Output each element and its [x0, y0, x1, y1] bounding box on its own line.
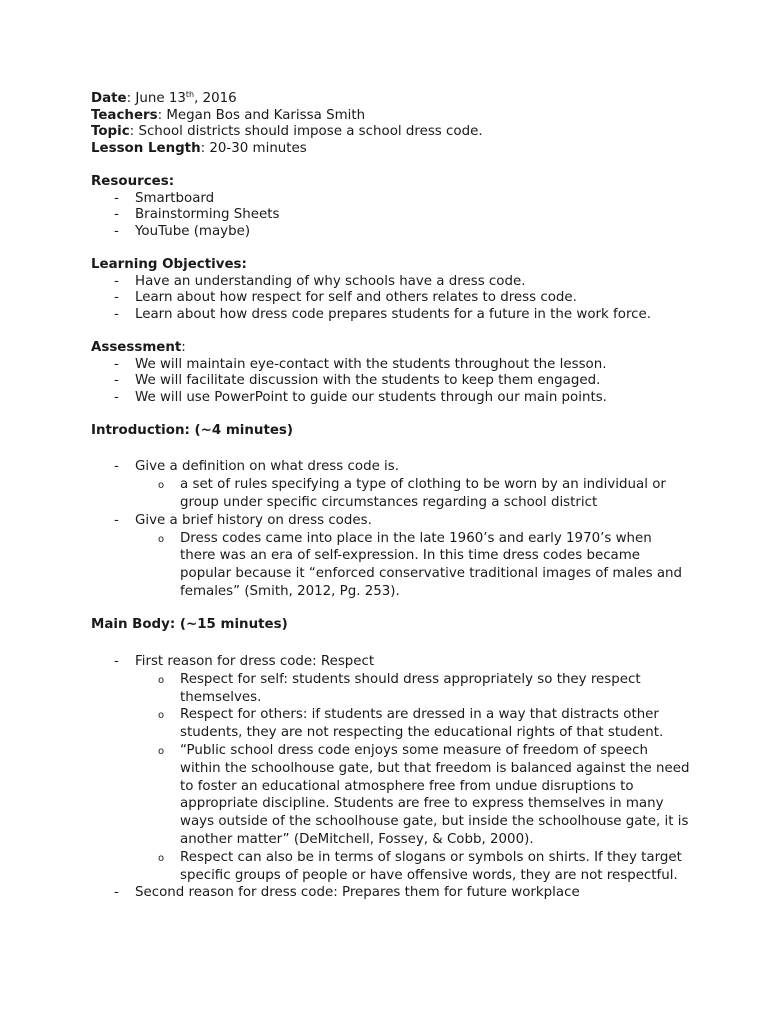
objectives-heading: Learning Objectives:: [91, 256, 247, 272]
list-item: [91, 512, 701, 601]
objective-text: Have an understanding of why schools have a dress code.: [135, 273, 526, 289]
teachers-label: Teachers: [91, 107, 158, 123]
lesson-length-line: [91, 141, 701, 158]
topic-value: : School districts should impose a school dress code.: [129, 124, 483, 140]
assessment-heading: Assessment: [91, 339, 182, 355]
introduction-list: [91, 458, 701, 600]
resource-text: YouTube (maybe): [135, 223, 251, 239]
assessment-text: We will use PowerPoint to guide our students through our main points.: [135, 389, 607, 405]
dash-bullet: -: [114, 389, 119, 405]
introduction-point: Give a brief history on dress codes.: [135, 512, 372, 528]
objectives-list: [91, 274, 701, 324]
objective-text: Learn about how respect for self and others relates to dress code.: [135, 290, 577, 306]
sub-list-item: [91, 671, 701, 707]
sub-point-text: Respect for others: if students are dressed in a way that distracts other students, they are not respecting the educational rights of that student.: [180, 707, 664, 741]
circle-bullet: o: [158, 533, 165, 545]
introduction-point: Give a definition on what dress code is.: [135, 459, 400, 475]
circle-bullet: o: [158, 852, 165, 864]
dash-bullet: -: [114, 356, 119, 372]
sub-list: [135, 671, 701, 885]
list-item: [91, 207, 701, 224]
dash-bullet: -: [114, 223, 119, 239]
date-label: Date: [91, 91, 127, 106]
assessment-heading-line: [91, 340, 701, 357]
dash-bullet: -: [114, 190, 119, 206]
sub-list-item: [91, 706, 701, 742]
list-item: [91, 290, 701, 307]
dash-bullet: -: [114, 654, 119, 670]
sub-point-text: a set of rules specifying a type of clothing to be worn by an individual or group under specific circumstances regarding a school district: [180, 477, 666, 511]
spacer: [91, 406, 701, 423]
list-item: [91, 307, 701, 324]
main-body-point: Second reason for dress code: Prepares them for future workplace: [135, 885, 580, 901]
dash-bullet: -: [114, 885, 119, 901]
dash-bullet: -: [114, 290, 119, 306]
main-body-point: First reason for dress code: Respect: [135, 654, 375, 670]
circle-bullet: o: [158, 746, 165, 758]
sub-list-item: [91, 742, 701, 849]
spacer: [91, 601, 701, 618]
resource-text: Brainstorming Sheets: [135, 207, 280, 223]
teachers-value: : Megan Bos and Karissa Smith: [157, 107, 366, 123]
lesson-length-label: Lesson Length: [91, 140, 201, 156]
spacer: [91, 240, 701, 257]
circle-bullet: o: [158, 480, 165, 492]
assessment-heading-colon: :: [181, 339, 186, 355]
sub-point-text: Dress codes came into place in the late 1960’s and early 1970’s when there was an era of self-expression. In this time dress codes became popular because it “enforced conservative traditional images of males and females” (Smith, 2012, Pg. 253).: [180, 530, 683, 600]
resource-text: Smartboard: [135, 190, 215, 206]
date-value-post: , 2016: [194, 91, 237, 106]
dash-bullet: -: [114, 512, 119, 528]
resources-list: [91, 191, 701, 241]
sub-point-text: Respect for self: students should dress appropriately so they respect themselves.: [180, 671, 641, 705]
sub-list: [135, 476, 701, 512]
sub-list-item: [91, 849, 701, 885]
spacer: [91, 439, 701, 458]
sub-list-item: [91, 476, 701, 512]
sub-list-item: [91, 530, 701, 601]
introduction-heading: Introduction: (~4 minutes): [91, 422, 294, 438]
list-item: [91, 884, 701, 902]
list-item: [91, 224, 701, 241]
circle-bullet: o: [158, 674, 165, 686]
dash-bullet: -: [114, 306, 119, 322]
assessment-list: [91, 357, 701, 407]
spacer: [91, 323, 701, 340]
teachers-line: [91, 108, 701, 125]
list-item: [91, 274, 701, 291]
list-item: [91, 357, 701, 374]
date-line: [91, 91, 701, 108]
assessment-text: We will maintain eye-contact with the students throughout the lesson.: [135, 356, 607, 372]
circle-bullet: o: [158, 710, 165, 722]
assessment-text: We will facilitate discussion with the students to keep them engaged.: [135, 373, 601, 389]
objective-text: Learn about how dress code prepares students for a future in the work force.: [135, 306, 652, 322]
list-item: [91, 373, 701, 390]
spacer: [91, 634, 701, 653]
list-item: [91, 458, 701, 511]
spacer: [91, 157, 701, 174]
topic-line: [91, 124, 701, 141]
lesson-length-value: : 20-30 minutes: [200, 140, 307, 156]
main-body-list: [91, 653, 701, 902]
dash-bullet: -: [114, 207, 119, 223]
resources-heading: Resources:: [91, 173, 175, 189]
sub-point-text: Respect can also be in terms of slogans or symbols on shirts. If they target specific groups of people or have offensive words, they are not respectful.: [180, 849, 682, 883]
topic-label: Topic: [91, 124, 130, 140]
dash-bullet: -: [114, 459, 119, 475]
dash-bullet: -: [114, 273, 119, 289]
date-superscript: th: [185, 90, 195, 99]
dash-bullet: -: [114, 373, 119, 389]
list-item: [91, 653, 701, 884]
sub-list: [135, 530, 701, 601]
lesson-plan-document: [91, 91, 701, 902]
date-value-pre: : June 13: [126, 91, 186, 106]
main-body-heading: Main Body: (~15 minutes): [91, 617, 288, 633]
list-item: [91, 390, 701, 407]
list-item: [91, 191, 701, 208]
sub-point-text: “Public school dress code enjoys some measure of freedom of speech within the schoolhouse gate, but that freedom is balanced against the need to foster an educational atmosphere free from undue disruptions to appropriate discipline. Students are free to express themselves in many ways outside of the schoolhouse gate, but inside the schoolhouse gate, it is another matter” (DeMitchell, Fossey, & Cobb, 2000).: [180, 743, 690, 847]
